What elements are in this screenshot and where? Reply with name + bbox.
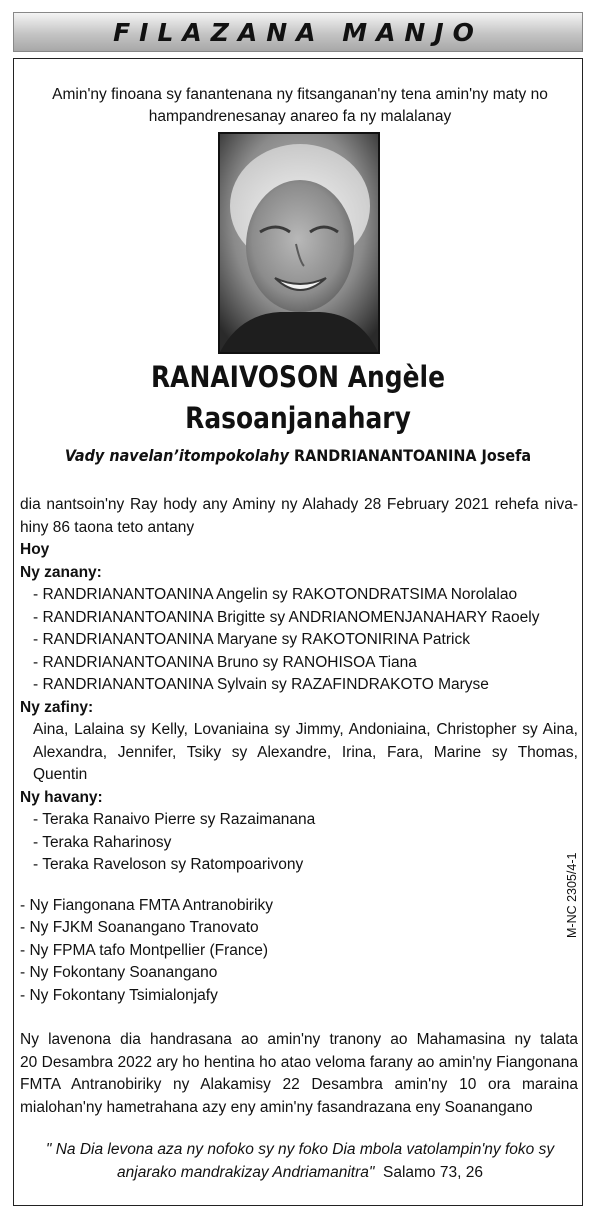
relative-item: - Teraka Ranaivo Pierre sy Razaimanana (33, 811, 316, 828)
spacer (20, 1007, 578, 1029)
death-notice-line: dia nantsoin'ny Ray hody any Aminy ny Alahady 28 February 2021 rehefa niva- (20, 496, 578, 513)
header-title: FILAZANA MANJO (113, 17, 483, 47)
organization-item: - Ny FJKM Soanangano Tranovato (20, 919, 259, 936)
organization-item: - Ny Fiangonana FMTA Antranobiriky (20, 896, 273, 914)
funeral-line: FMTA Antranobiriky ny Alakamisy 22 Desambra amin'ny 10 ora maraina (20, 1076, 578, 1093)
portrait-photo (218, 132, 380, 354)
child-item: - RANDRIANANTOANINA Bruno sy RANOHISOA Tiana (33, 653, 417, 671)
child-item: - RANDRIANANTOANINA Angelin sy RAKOTONDRATSIMA Norolalao (33, 586, 518, 603)
quote-line: " Na Dia levona aza ny nofoko sy ny foko Dia mbola vatolampin'ny foko sy (45, 1141, 555, 1158)
deceased-name-line1: RANAIVOSON Angèle (150, 360, 446, 394)
child-item: - RANDRIANANTOANINA Sylvain sy RAZAFINDRAKOTO Maryse (33, 676, 489, 693)
intro-line: hampandrenesanay anareo fa ny malalanay (148, 108, 452, 125)
header-banner (13, 12, 583, 52)
organization-item: - Ny FPMA tafo Montpellier (France) (20, 941, 269, 959)
grandchildren-heading: Ny zafiny: (20, 698, 94, 716)
spouse-line (42, 446, 555, 465)
funeral-details (20, 1029, 578, 1119)
organization-item: - Ny Fokontany Tsimialonjafy (20, 986, 218, 1004)
child-item: - RANDRIANANTOANINA Brigitte sy ANDRIANOMENJANAHARY Raoely (33, 608, 540, 626)
funeral-line: Ny lavenona dia handrasana ao amin'ny tranony ao Mahamasina ny talata (20, 1031, 578, 1048)
quote-line: anjarako mandrakizay Andriamanitra" (117, 1164, 375, 1181)
child-item: - RANDRIANANTOANINA Maryane sy RAKOTONIRINA Patrick (33, 631, 470, 648)
funeral-line: 20 Desambra 2022 ary ho hentina ho atao veloma farany ao amin'ny Fiangonana (20, 1053, 578, 1071)
grandchildren-line: Aina, Lalaina sy Kelly, Lovaniaina sy Jimmy, Andoniaina, Christopher sy Aina, (33, 721, 578, 738)
organization-item: - Ny Fokontany Soanangano (20, 964, 218, 981)
death-notice-line: hiny 86 taona teto antany (20, 518, 195, 536)
notice-body (20, 494, 578, 1119)
portrait-image (220, 134, 378, 352)
intro-text (30, 84, 570, 128)
spouse-prefix: Vady navelan’itompokolahy (64, 446, 289, 465)
relative-item: - Teraka Raveloson sy Ratompoarivony (33, 856, 304, 873)
reference-code: M-NC 2305/4-1 (565, 852, 579, 938)
relative-item: - Teraka Raharinosy (33, 833, 172, 851)
intro-line: Amin'ny finoana sy fanantenana ny fitsanganan'ny tena amin'ny maty no (52, 86, 548, 103)
deceased-name-line2: Rasoanjanahary (185, 401, 411, 435)
relatives-heading: Ny havany: (20, 788, 103, 806)
children-heading: Ny zanany: (20, 563, 102, 581)
spouse-name: RANDRIANANTOANINA Josefa (294, 446, 532, 465)
grandchildren-line: Alexandra, Jennifer, Tsiky sy Alexandre, Irina, Fara, Marine sy Thomas, Quentin (33, 743, 578, 783)
hoy-label: Hoy (20, 541, 50, 558)
quote-reference: Salamo 73, 26 (383, 1164, 483, 1181)
bible-quote (30, 1138, 570, 1184)
funeral-line: mialohan'ny hametrahana azy eny amin'ny fasandrazana eny Soanangano (20, 1098, 533, 1116)
spacer (20, 877, 578, 895)
